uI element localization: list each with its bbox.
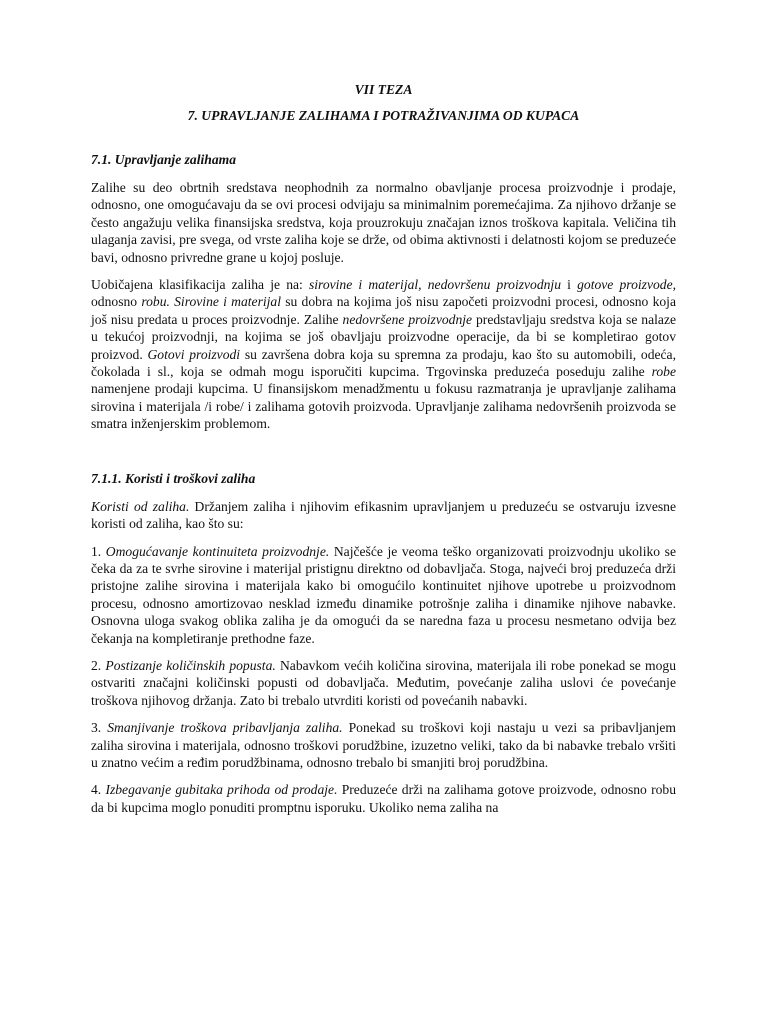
paragraph-klasifikacija (91, 276, 676, 433)
list-item (91, 781, 676, 816)
document-title: VII TEZA (354, 82, 413, 97)
italic-run: Izbegavanje gubitaka prihoda od prodaje. (105, 782, 338, 798)
text-run: Držanjem zaliha i njihovim efikasnim upravljanjem u preduzeću se ostvaruju izvesne koristi od zaliha, kao što su: (91, 498, 676, 532)
text-run: namenjene prodaji kupcima. U finansijskom menadžmentu u fokusu razmatranja je upravljanje zalihama sirovina i materijala /i robe/ i zalihama gotovih proizvoda. Upravljanje zalihama nedovršenih proizvoda se smatra inženjerskim problemom. (91, 381, 676, 432)
text-run: odnosno (91, 294, 142, 310)
item-number: 1. (91, 543, 106, 559)
item-number: 3. (91, 720, 108, 736)
text-run: Preduzeće drži na zalihama gotove proizvode, odnosno robu da bi kupcima moglo ponuditi promptnu isporuku. Ukoliko nema zaliha na (91, 782, 677, 815)
list-item (91, 657, 676, 709)
italic-run: Omogućavanje kontinuiteta proizvodnje. (105, 543, 330, 559)
item-number: 4. (91, 782, 106, 798)
chapter-title: 7. UPRAVLJANJE ZALIHAMA I POTRAŽIVANJIMA OD KUPACA (187, 108, 580, 123)
text-run: Nabavkom većih količina sirovina, materijala ili robe ponekad se mogu ostvariti značajni količinski popusti od dobavljača. Međutim, povećanje zaliha uslovi će povećanje troškova njihovog držanja. Zato bi trebalo utvrditi koristi od povećanih nabavki. (91, 657, 677, 708)
item-number: 2. (91, 657, 106, 673)
text-run: su dobra na kojima još nisu započeti proizvodni procesi, odnosno koja još nisu predata u proces proizvodnje. Zalihe (91, 294, 676, 327)
section-heading-7-1: 7.1. Upravljanje zalihama (91, 152, 237, 167)
italic-run: nedovršene proizvodnje (342, 311, 473, 327)
list-item (91, 719, 676, 771)
text-run: Uobičajena klasifikacija zaliha je na: (91, 277, 309, 293)
text-run: Ponekad su troškovi koji nastaju u vezi sa pribavljanjem zaliha sirovina i materijala, odnosno troškovi porudžbine, izuzetno veliki, tako da bi nabavke trebalo vršiti u znatno većim a ređim porudžbinama, odnosno trebalo bi smanjiti broj porudžbina. (91, 720, 676, 770)
text-run: i (561, 277, 578, 293)
italic-run: Smanjivanje troškova pribavljanja zaliha. (107, 720, 343, 736)
list-item (91, 543, 676, 647)
text-run: su završena dobra koja su spremna za prodaju, kao što su automobili, odeća, čokolada i sl., koja se odmah mogu isporučiti kupcima. Trgovinska preduzeća poseduju zalihe (91, 346, 676, 380)
italic-run: Gotovi proizvodi (147, 346, 241, 362)
italic-run: robu. Sirovine i materijal (141, 294, 281, 310)
paragraph-koristi-intro (91, 498, 676, 533)
document-page (91, 82, 676, 826)
text-run: Najčešće je veoma teško organizovati proizvodnju ukoliko se čeka da za te svrhe sirovine i materijal pristignu direktno od dobavljača. Stoga, najveći broj preduzeća drži pristojne zalihe sirovina i materijala kako bi omogućilo kontinuitet njihove upotrebe u proizvodnom procesu, odnosno amortizovao nesklad između dinamike potrošnje zaliha i dinamike njihove nabavke. Osnovna uloga svakog oblika zaliha je da omogući da se naredna faza u procesu nesmetano odvija bez čekanja na kompletiranje prethodne faze. (91, 543, 676, 646)
italic-run: sirovine i materijal, nedovršenu proizvodnju (308, 277, 562, 293)
text-run: predstavljaju sredstva koja se nalaze u tekućoj proizvodnji, na kojima se još obavljaju proizvodne operacije, da bi se kompletirao gotov proizvod. (91, 311, 677, 362)
paragraph-zalihe-intro: Zalihe su deo obrtnih sredstava neophodnih za normalno obavljanje procesa proizvodnje i prodaje, odnosno, one omogućavaju da se ovi procesi odvijaju sa minimalnim poremećajima. Za njihovo držanje se često angažuju velika finansijska sredstva, koja prouzrokuju značajan iznos troškova kapitala. Veličina tih ulaganja zavisi, pre svega, od vrste zaliha koje se drže, od obima aktivnosti i delatnosti kojom se preduzeće bavi, odnosno privredne grane u kojoj posluje. (91, 180, 676, 265)
italic-run: gotove proizvode, (577, 277, 677, 293)
italic-run: robe (651, 364, 676, 380)
section-heading-7-1-1: 7.1.1. Koristi i troškovi zaliha (91, 470, 256, 486)
italic-run: Koristi od zaliha. (91, 498, 190, 514)
italic-run: Postizanje količinskih popusta. (105, 657, 276, 673)
